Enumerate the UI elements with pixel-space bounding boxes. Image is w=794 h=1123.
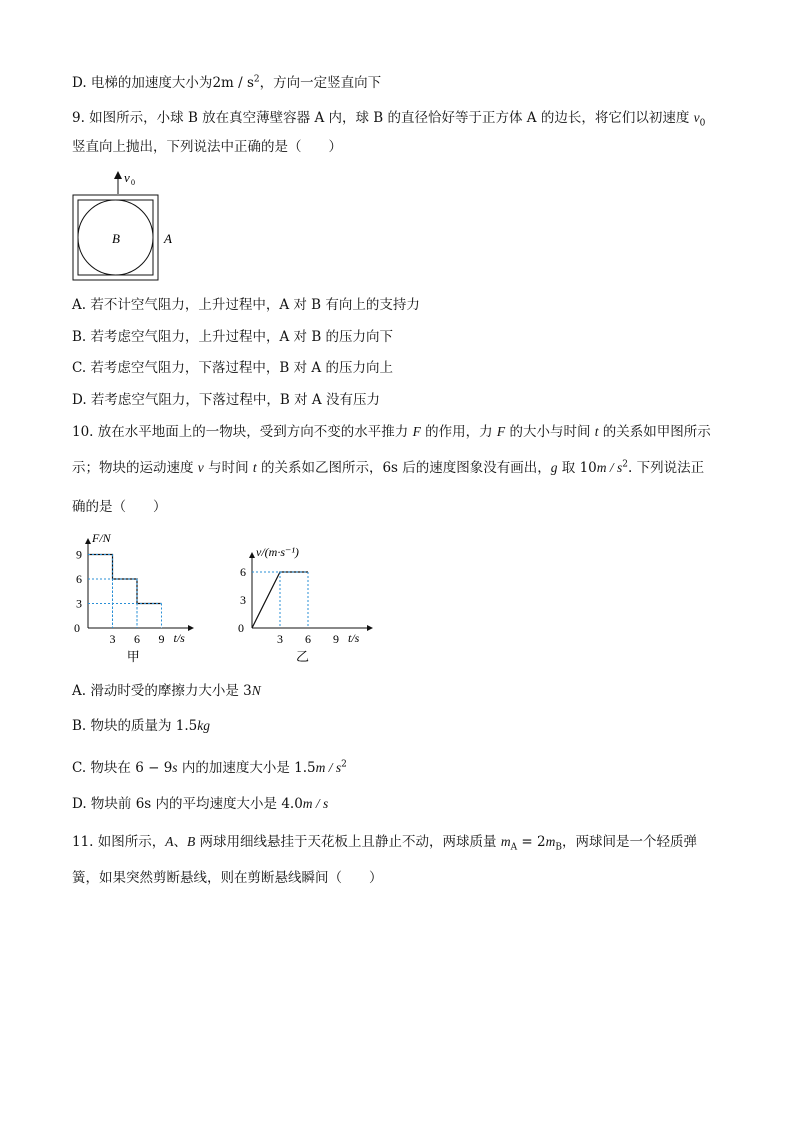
chart1-y-tick-label: 3 (240, 593, 246, 607)
q11-B: B (187, 834, 196, 849)
q9-v: v (693, 110, 700, 125)
q9-fig-v-sub: 0 (131, 178, 135, 187)
q10-s2a: 示；物块的运动速度 (72, 460, 198, 476)
chart1-y-tick-label: 6 (240, 565, 246, 579)
q10-d-pre: D. 物块前 6s 内的平均速度大小是 4.0 (72, 796, 303, 812)
q10-F1: F (412, 424, 421, 439)
q9-option-c: C. 若考虑空气阻力，下落过程中，B 对 A 的压力向上 (72, 360, 393, 376)
q9-v-sub: 0 (699, 118, 706, 129)
chart0-x-arrow (188, 625, 194, 631)
q9-fig-box-label: A (164, 231, 172, 246)
q10-t2: t (252, 460, 257, 475)
q11-eq: = 2 (517, 834, 546, 850)
q8-option-d-post: ，方向一定竖直向下 (259, 75, 382, 91)
q10-c-pre: C. 物块在 6 − 9 (72, 760, 173, 776)
q11-A: A (165, 834, 174, 849)
q9-option-d: D. 若考虑空气阻力，下落过程中，B 对 A 没有压力 (72, 392, 380, 408)
chart1-x-tick-label: 6 (305, 632, 311, 646)
q10-c-s: s (172, 760, 178, 775)
q9-fig-ball-label: B (112, 231, 120, 246)
q10-s1d: 的关系如甲图所示 (598, 424, 711, 440)
q10-sup: 2 (622, 459, 629, 470)
q9-figure (68, 168, 188, 286)
chart1-origin-label: 0 (238, 621, 244, 635)
q11-subA: A (510, 842, 518, 853)
q11-m1: m (500, 834, 511, 849)
q11-s1c: ，两球间是一个轻质弹 (561, 834, 697, 850)
q10-s2c: 的关系如乙图所示，6s 后的速度图象没有画出， (256, 460, 551, 476)
q10-v: v (197, 460, 204, 475)
chart0-x-tick-label: 9 (158, 632, 165, 646)
q8-option-d (72, 73, 381, 93)
chart0-y-tick-label: 6 (76, 572, 82, 586)
q10-d-unit: m / s (302, 796, 329, 811)
q11-sep: 、 (173, 834, 188, 850)
chart0-y-arrow (85, 538, 91, 544)
chart0-y-tick-label: 3 (76, 596, 82, 611)
q10-s1b: 的作用，力 (420, 424, 497, 440)
q11-stem-line2: 簧，如果突然剪断悬线，则在剪断悬线瞬间（ ） (72, 870, 383, 886)
q10-F2: F (496, 424, 506, 439)
chart0-y-tick-label: 9 (76, 547, 82, 562)
q10-b-pre: B. 物块的质量为 1.5 (72, 718, 198, 734)
chart0-x-axis-label: t/s (173, 631, 185, 645)
chart0-title: 甲 (126, 649, 140, 664)
q10-b-unit: kg (197, 718, 211, 733)
q10-chart-yi (228, 530, 378, 670)
q8-option-d-sup: 2 (253, 74, 260, 85)
q9-fig-v-label: v (124, 170, 130, 185)
chart1-x-tick-label: 3 (277, 632, 283, 646)
q10-a-pre: A. 滑动时受的摩擦力大小是 3 (72, 683, 252, 699)
q10-c-mid: 内的加速度大小是 1.5 (177, 760, 316, 776)
q10-stem-line2 (72, 458, 704, 478)
q10-chart-jia (64, 530, 204, 670)
q9-option-a: A. 若不计空气阻力，上升过程中，A 对 B 有向上的支持力 (72, 297, 420, 313)
chart0-x-tick-label: 3 (109, 632, 116, 646)
q10-stem-line3: 确的是（ ） (72, 499, 167, 515)
chart1-x-tick-label: 9 (333, 632, 339, 646)
q11-s1b: 两球用细线悬挂于天花板上且静止不动，两球质量 (195, 834, 501, 850)
q11-subB: B (555, 842, 562, 853)
q9-stem1: 9. 如图所示，小球 B 放在真空薄壁容器 A 内，球 B 的直径恰好等于正方体 A 的边长，将它们以初速度 (72, 110, 694, 126)
q8-option-d-value: 2m / s (212, 75, 254, 91)
q9-stem-line2 (72, 137, 342, 157)
q10-option-a (72, 681, 261, 701)
q10-s1c: 的大小与时间 (505, 424, 595, 440)
q11-m2: m (545, 834, 556, 849)
q10-t1: t (594, 424, 599, 439)
chart1-y-arrow (249, 552, 255, 558)
q10-a-unit: N (251, 683, 261, 698)
q8-option-d-pre: D. 电梯的加速度大小为 (72, 75, 213, 91)
q10-c-unit: m / s (315, 760, 342, 775)
q10-unit: m / s (596, 460, 623, 475)
q10-s2e: . 下列说法正 (628, 460, 705, 476)
chart0-x-tick-label: 6 (134, 632, 140, 646)
q9-stem2: 竖直向上抛出，下列说法中正确的是（ ） (72, 139, 342, 155)
q10-g: g (550, 460, 558, 475)
q10-option-c (72, 758, 347, 778)
q10-option-b (72, 716, 210, 736)
chart1-title: 乙 (296, 649, 310, 664)
q9-stem-line1 (72, 108, 705, 128)
chart1-x-axis-label: t/s (348, 631, 360, 645)
chart0-y-axis-label: F/N (92, 531, 111, 545)
q9-option-b: B. 若考虑空气阻力，上升过程中，A 对 B 的压力向下 (72, 329, 394, 345)
q10-option-d (72, 794, 328, 814)
q11-stem-line1 (72, 832, 697, 852)
q10-s1a: 10. 放在水平地面上的一物块，受到方向不变的水平推力 (72, 424, 413, 440)
chart1-y-axis-label: v/(m·s⁻¹) (256, 545, 299, 559)
q10-s2b: 与时间 (203, 460, 253, 476)
chart1-x-arrow (367, 625, 373, 631)
q10-stem-line1 (72, 422, 711, 442)
q10-c-sup: 2 (341, 759, 347, 770)
q11-s1a: 11. 如图所示， (72, 834, 166, 850)
q10-s2d: 取 10 (557, 460, 597, 476)
chart0-origin-label: 0 (74, 621, 80, 635)
